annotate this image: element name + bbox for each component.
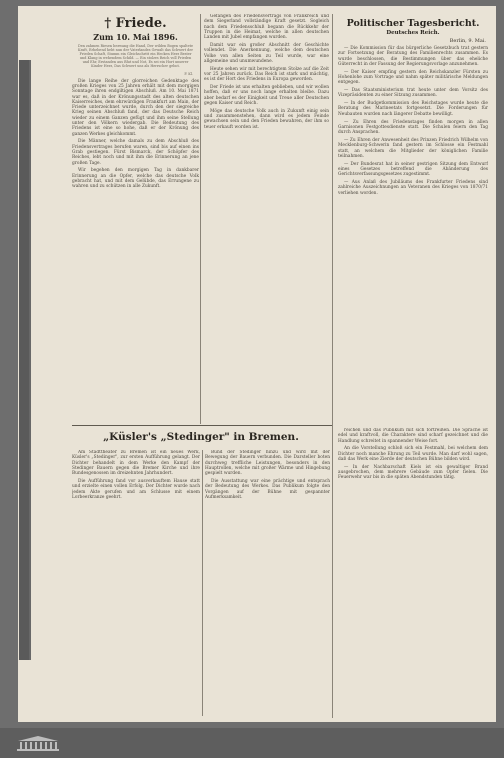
paragraph: Die Ausstattung war eine prächtige und entsprach der Bedeutung des Werkes. Das Publikum folgte den Vorgängen auf der Bühne mit gespannter Aufmerksamkeit. bbox=[205, 478, 330, 500]
paragraph: Die Männer, welche damals zu dem Abschluß des Friedensvertrages berufen waren, sind bis auf einen ins Grab gestiegen. Fürst Bismarck, der Schöpfer des Reiches, lebt noch und mit ihm die Erinnerung an jene großen Tage. bbox=[72, 139, 199, 166]
article-friede-continued bbox=[204, 14, 329, 424]
paragraph: — Zu Ehren des Friedenstages finden morgen in allen Garnisonen Festgottesdienste statt. Die Schulen feiern den Tag durch Ansprachen. bbox=[338, 119, 488, 136]
paragraph: — In der Budgetkommission des Reichstages wurde heute die Beratung des Marineetats fortgesetzt. Die Forderungen für Neubauten wurden nach längerer Debatte bewilligt. bbox=[338, 101, 488, 117]
column-rule bbox=[200, 14, 201, 424]
section-rule bbox=[72, 425, 332, 426]
article-body bbox=[72, 79, 199, 190]
paragraph: Die Aufführung fand vor ausverkauftem Hause statt und erzielte einen vollen Erfolg. Der Dichter wurde nach jedem Akte gerufen und am Schlusse mit einem Lorbeerkranze geehrt. bbox=[72, 478, 200, 500]
article-date: Zum 10. Mai 1896. bbox=[93, 32, 178, 42]
section-title: Politischer Tagesbericht. bbox=[346, 18, 480, 29]
paragraph: An die Vorstellung schloß sich ein Festmahl, bei welchem dem Dichter noch manche Ehrung zu Teil wurde. Man darf wohl sagen, daß das Werk eine Zierde der deutschen Bühne bilden wird. bbox=[338, 446, 488, 462]
paragraph: reichen und das Publikum mit sich fortreißen. Die Sprache ist edel und kraftvoll, die Charaktere sind scharf gezeichnet und die Handlung schreitet in spannender Weise fort. bbox=[338, 428, 488, 444]
article-column bbox=[205, 450, 330, 718]
article-body bbox=[204, 14, 329, 130]
paragraph: Am Stadttheater zu Bremen ist ein neues Werk, Küsler's „Stedinger", zur ersten Aufführung gelangt. Der Dichter behandelt in dem Werke den Kampf der Stedinger Bauern gegen die Bremer Kirche und ihre Bundesgenossen im dreizehnten Jahrhundert. bbox=[72, 450, 200, 477]
section-subtitle: Deutsches Reich. bbox=[386, 30, 440, 36]
article-friede bbox=[72, 14, 199, 424]
paragraph: — Der Bundesrat hat in seiner gestrigen Sitzung dem Entwurf eines Gesetzes betreffend die Abänderung des Gerichtsverfassungsgesetzes zugestimmt. bbox=[338, 161, 488, 178]
paragraph: — Der Kaiser empfing gestern den Reichskanzler Fürsten zu Hohenlohe zum Vortrage und nahm später militärische Meldungen entgegen. bbox=[338, 69, 488, 86]
article-title: „Küsler's „Stedinger" in Bremen. bbox=[103, 431, 299, 443]
article-column bbox=[338, 428, 488, 718]
paragraph: — Zu Ehren der Anwesenheit des Prinzen Friedrich Wilhelm von Mecklenburg-Schwerin fand gestern im Schlosse ein Festmahl statt, an welchem die Mitglieder der königlichen Familie teilnahmen. bbox=[338, 137, 488, 159]
paragraph: — Das Staatsministerium trat heute unter dem Vorsitz des Vizepräsidenten zu einer Sitzung zusammen. bbox=[338, 88, 488, 99]
newspaper-page bbox=[18, 6, 496, 722]
scan-margin bbox=[0, 728, 504, 758]
paragraph: Heute sehen wir mit berechtigtem Stolze auf die Zeit vor 25 Jahren zurück. Das Reich ist stark und mächtig, es ist der Hort des Friedens in Europa geworden. bbox=[204, 66, 329, 83]
article-column bbox=[72, 450, 200, 718]
column-rule bbox=[202, 450, 203, 716]
paragraph: — In der Nachbarschaft Kiels ist ein gewaltiger Brand ausgebrochen, dem mehrere Gebäude zum Opfer fielen. Die Feuerwehr war bis in die späten Abendstunden tätig. bbox=[338, 464, 488, 481]
article-kuesler bbox=[72, 428, 488, 718]
epigraph-poem: Den zahmen Riesen bezwang die Hand, Der wilden Bogen spaltete Kraft, Erhebend hebt nun der Vaterlandes Gewalt das Schwert der Frieden Schaft, Stumm ein Gleichschritt ein Hecken Herz Bester und Klang in wehendem Schild. — Ein stolzes Reich voll Frieden und Ehr, Erstanden aus Blut und Not, Es sei ein Hort unserer Kinder Herz, Das Schwert uns als Herrscher gebot. bbox=[78, 44, 193, 69]
paragraph: Möge das deutsche Volk auch in Zukunft einig sein und zusammenstehen, dann wird es jedem Feinde gewachsen sein und den Frieden bewahren, der ihm so teuer erkauft worden ist. bbox=[204, 108, 329, 130]
article-body bbox=[338, 46, 488, 196]
paragraph: — Die Kommission für das bürgerliche Gesetzbuch trat gestern zur Fortsetzung der Beratung des Familienrechts zusammen. Es wurde beschlossen, die Bestimmungen über das eheliche Güterrecht in der Fassung der Regierungsvorlage anzunehmen. bbox=[338, 46, 488, 67]
binding-edge bbox=[19, 60, 31, 660]
article-title: † Friede. bbox=[104, 16, 167, 31]
library-building-icon bbox=[16, 735, 60, 753]
paragraph: Bund der Stedinger hinzu und wird mit der Bewegung der Bauern verbunden. Die Darsteller boten durchweg treffliche Leistungen, besonders in den Hauptrollen, welche mit großer Wärme und Hingebung gespielt wurden. bbox=[205, 450, 330, 477]
dateline: Berlin, 9. Mai. bbox=[449, 38, 486, 44]
paragraph: Wir begehen den morgigen Tag in dankbarer Erinnerung an die Opfer, welche das deutsche Volk gebracht hat, und mit dem Gelübde, das Errungene zu wahren und zu schützen in alle Zukunft. bbox=[72, 168, 199, 190]
paragraph: Gefangen des Friedensvertrags von Frankreich und dem Siegerland vollständige Kraft gesetzt. Sogleich nach dem Friedensschluß begann die Rückkehr der Truppen in die Heimat, welche in allen deutschen Landen mit Jubel empfangen wurden. bbox=[204, 14, 329, 41]
paragraph: Damit war ein großer Abschnitt der Geschichte vollendet. Die Anerkennung, welche dem deutschen Volke von allen Seiten zu Teil wurde, war eine allgemeine und unumwundene. bbox=[204, 42, 329, 64]
paragraph: — Aus Anlaß des Jubiläums des Frankfurter Friedens sind zahlreiche Auszeichnungen an Veteranen des Krieges von 1870/71 verliehen worden. bbox=[338, 180, 488, 196]
poem-signature: F. Kl. bbox=[184, 71, 193, 76]
paragraph: Der Friede ist uns erhalten geblieben, und wir wollen hoffen, daß er uns noch lange erhalten bleibe. Dazu aber bedarf es der Einigkeit und Treue aller Deutschen gegen Kaiser und Reich. bbox=[204, 85, 329, 106]
paragraph: Die lange Reihe der glorreichen Gedenktage des großen Krieges von 25 Jahren erhält mit dem morgigen Sonntage ihren endgiltigen Abschluß. Am 10. Mai 1871 war es, daß in der Krönungsstadt des alten deutschen Kaiserreiches, dem ehrwürdigen Frankfurt am Main, der Friede unterzeichnet wurde, durch den der siegreiche Krieg seinen Abschluß fand, der das Deutsche Reich wieder zu einem Ganzen gefügt und ihm seine Stellung unter den Völkern wiedergab. Die Bedeutung des Friedens ist eine so hohe, daß er der Krönung des ganzen Werkes gleichkommt. bbox=[72, 78, 199, 137]
